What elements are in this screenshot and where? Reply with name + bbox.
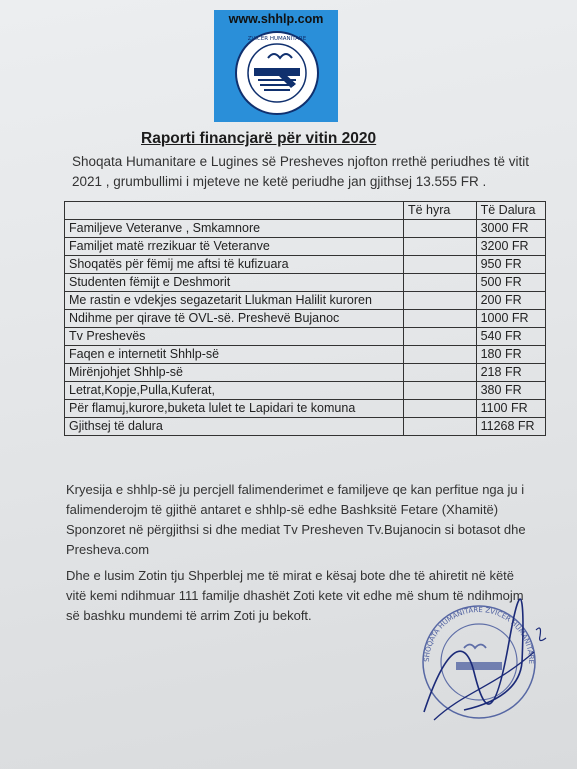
row-description: Studenten fëmijt e Deshmorit	[65, 274, 404, 292]
row-description: Me rastin e vdekjes segazetarit Llukman Halilit kuroren	[65, 292, 404, 310]
row-description: Tv Preshevës	[65, 328, 404, 346]
row-income	[403, 328, 476, 346]
svg-text:SHOQATA HUMANITARE ZVICER HUMA	[423, 606, 535, 664]
table-row	[65, 310, 546, 328]
total-label: Gjithsej të dalura	[65, 418, 404, 436]
row-income	[403, 364, 476, 382]
table-row	[65, 328, 546, 346]
financial-table	[64, 201, 546, 436]
total-expense: 11268 FR	[476, 418, 545, 436]
organization-logo	[214, 10, 338, 122]
row-expense: 180 FR	[476, 346, 545, 364]
thanks-paragraph: Kryesija e shhlp-së ju percjell falimenderimet e familjeve qe kan perfitue nga ju i falimenderojm të gjithë antaret e shhlp-së edhe Bashksitë Fetare (Xhamitë) Sponzoret në përgjithsi si dhe mediat Tv Presheven Tv.Bujanocin si botasot dhe Presheva.com	[66, 482, 526, 557]
row-income	[403, 274, 476, 292]
row-income	[403, 238, 476, 256]
table-row	[65, 238, 546, 256]
row-expense: 3000 FR	[476, 220, 545, 238]
logo-url-text: www.shhlp.com	[228, 12, 324, 26]
row-expense: 540 FR	[476, 328, 545, 346]
column-header-expenses: Të Dalura	[476, 202, 545, 220]
row-expense: 380 FR	[476, 382, 545, 400]
row-expense: 500 FR	[476, 274, 545, 292]
row-expense: 3200 FR	[476, 238, 545, 256]
row-description: Faqen e internetit Shhlp-së	[65, 346, 404, 364]
intro-paragraph: Shoqata Humanitare e Lugines së Presheves njofton rrethë periudhes të vitit 2021 , grumbullimi i mjeteve ne ketë periudhe jan gjithsej 13.555 FR .	[72, 154, 530, 189]
row-description: Shoqatës për fëmij me aftsi të kufizuara	[65, 256, 404, 274]
table-header-row	[65, 202, 546, 220]
row-income	[403, 382, 476, 400]
closing-paragraph: Dhe e lusim Zotin tju Shperblej me të mirat e kësaj bote dhe të ahiretit në këtë vitë kemi ndihmuar 111 familje dhashët Zoti kete vit edhe më shum të ndihmojm së bashku mundemi të arrim Zoti ju bekoft.	[66, 568, 524, 623]
row-expense: 218 FR	[476, 364, 545, 382]
column-header-income: Të hyra	[403, 202, 476, 220]
row-description: Mirënjohjet Shhlp-së	[65, 364, 404, 382]
svg-text:ZVICER HUMANITARE: ZVICER HUMANITARE	[247, 36, 307, 42]
column-header-description	[65, 202, 404, 220]
row-expense: 1000 FR	[476, 310, 545, 328]
table-row	[65, 292, 546, 310]
row-income	[403, 400, 476, 418]
row-description: Ndihme per qirave të OVL-së. Preshevë Bujanoc	[65, 310, 404, 328]
table-row	[65, 256, 546, 274]
row-description: Letrat,Kopje,Pulla,Kuferat,	[65, 382, 404, 400]
total-income	[403, 418, 476, 436]
table-total-row	[65, 418, 546, 436]
row-income	[403, 346, 476, 364]
dove-emblem-icon	[234, 28, 320, 118]
row-income	[403, 220, 476, 238]
table-row	[65, 382, 546, 400]
table-row	[65, 220, 546, 238]
report-title: Raporti financjarë për vitin 2020	[141, 130, 377, 147]
row-description: Për flamuj,kurore,buketa lulet te Lapidari te komuna	[65, 400, 404, 418]
table-row	[65, 400, 546, 418]
row-description: Familjeve Veteranve , Smkamnore	[65, 220, 404, 238]
stamp-ring-text: SHOQATA HUMANITARE ZVICER HUMANITÄRE	[422, 605, 536, 665]
table-row	[65, 346, 546, 364]
row-income	[403, 292, 476, 310]
organization-stamp-signature	[404, 592, 554, 732]
row-expense: 950 FR	[476, 256, 545, 274]
row-income	[403, 256, 476, 274]
row-income	[403, 310, 476, 328]
row-expense: 1100 FR	[476, 400, 545, 418]
row-description: Familjet matë rrezikuar të Veteranve	[65, 238, 404, 256]
row-expense: 200 FR	[476, 292, 545, 310]
table-row	[65, 274, 546, 292]
table-row	[65, 364, 546, 382]
